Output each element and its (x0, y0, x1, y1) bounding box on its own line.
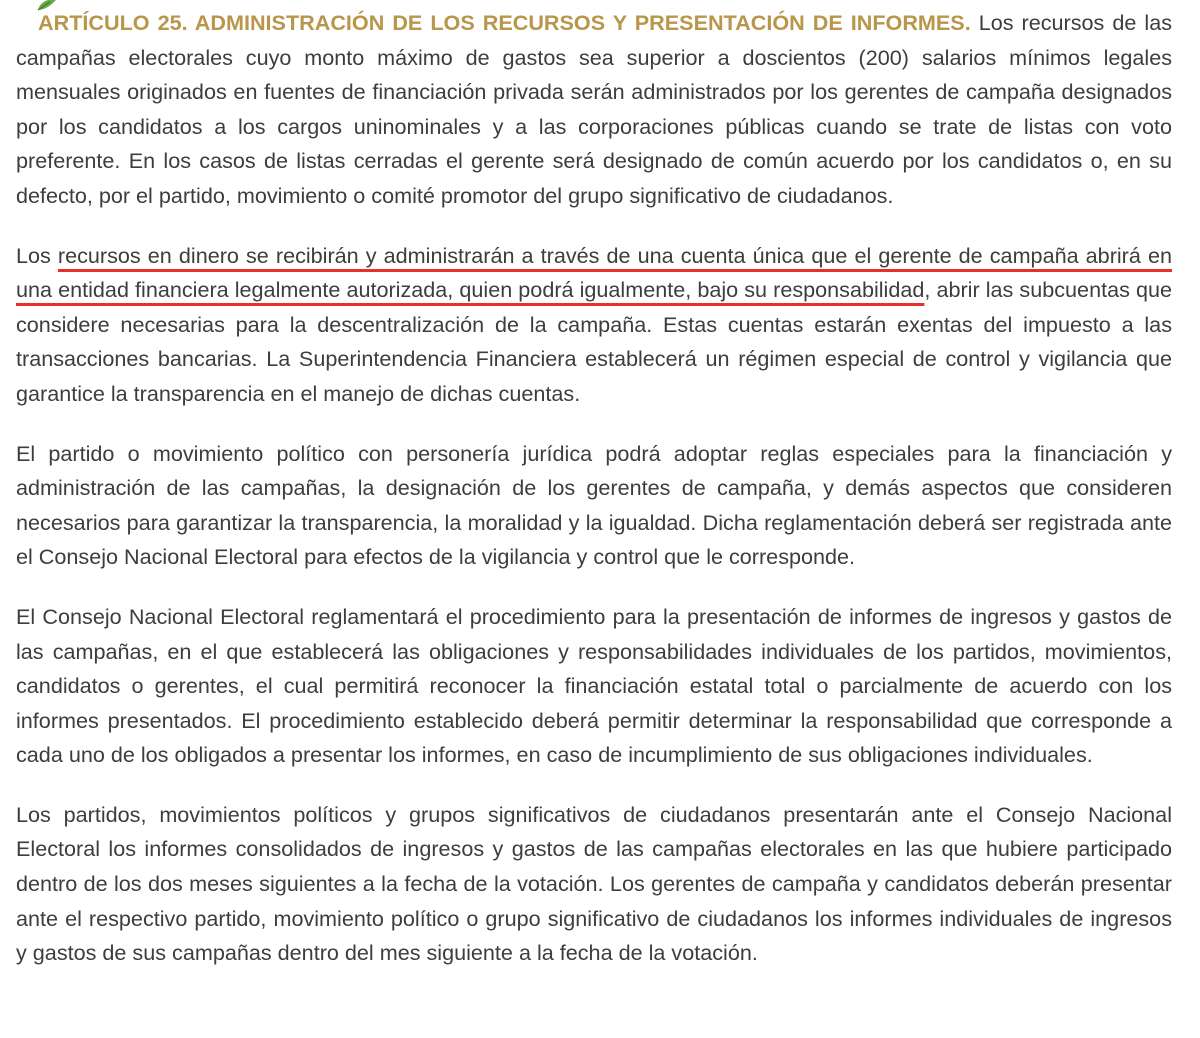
article-paragraph-2 (16, 239, 1172, 412)
leaf-icon (36, 0, 58, 12)
article-paragraph-4: El Consejo Nacional Electoral reglamentará el procedimiento para la presentación de informes de ingresos y gastos de las campañas, en el que establecerá las obligaciones y responsabilidades individuales de los partidos, movimientos, candidatos o gerentes, el cual permitirá reconocer la financiación estatal total o parcialmente de acuerdo con los informes presentados. El procedimiento establecido deberá permitir determinar la responsabilidad que corresponde a cada uno de los obligados a presentar los informes, en caso de incumplimiento de sus obligaciones individuales. (16, 603, 1172, 768)
article-heading: ARTÍCULO 25. ADMINISTRACIÓN DE LOS RECURSOS Y PRESENTACIÓN DE INFORMES. (38, 10, 971, 35)
underlined-passage: recursos en dinero se recibirán y administrarán a través de una cuenta única que el gerente de campaña abrirá en una entidad financiera legalmente autorizada, quien podrá igualmente, bajo su responsabilidad (16, 242, 1172, 303)
article-paragraph-3: El partido o movimiento político con personería jurídica podrá adoptar reglas especiales para la financiación y administración de las campañas, la designación de los gerentes de campaña, y demás aspectos que consideren necesarios para garantizar la transparencia, la moralidad y la igualdad. Dicha reglamentación deberá ser registrada ante el Consejo Nacional Electoral para efectos de la vigilancia y control que le corresponde. (16, 440, 1172, 570)
article-body (16, 6, 1172, 971)
article-paragraph-5: Los partidos, movimientos políticos y grupos significativos de ciudadanos presentarán ante el Consejo Nacional Electoral los informes consolidados de ingresos y gastos de las campañas electorales en las que hubiere participado dentro de los dos meses siguientes a la fecha de la votación. Los gerentes de campaña y candidatos deberán presentar ante el respectivo partido, movimiento político o grupo significativo de ciudadanos los informes individuales de ingresos y gastos de sus campañas dentro del mes siguiente a la fecha de la votación. (16, 801, 1172, 966)
paragraph2-lead: Los (16, 242, 58, 268)
paragraph2-rest: , abrir las subcuentas que considere necesarias para la descentralización de la campaña. Estas cuentas estarán exentas del impuesto a las transacciones bancarias. La Superintendencia Financiera establecerá un régimen especial de control y vigilancia que garantice la transparencia en el manejo de dichas cuentas. (16, 277, 1172, 406)
article-intro: Los recursos de las campañas electorales cuyo monto máximo de gastos sea superior a doscientos (200) salarios mínimos legales mensuales originados en fuentes de financiación privada serán administrados por los gerentes de campaña designados por los candidatos a los cargos uninominales y a las corporaciones públicas cuando se trate de listas con voto preferente. En los casos de listas cerradas el gerente será designado de común acuerdo por los candidatos o, en su defecto, por el partido, movimiento o comité promotor del grupo significativo de ciudadanos. (16, 10, 1172, 208)
article-paragraph-1 (16, 6, 1172, 214)
